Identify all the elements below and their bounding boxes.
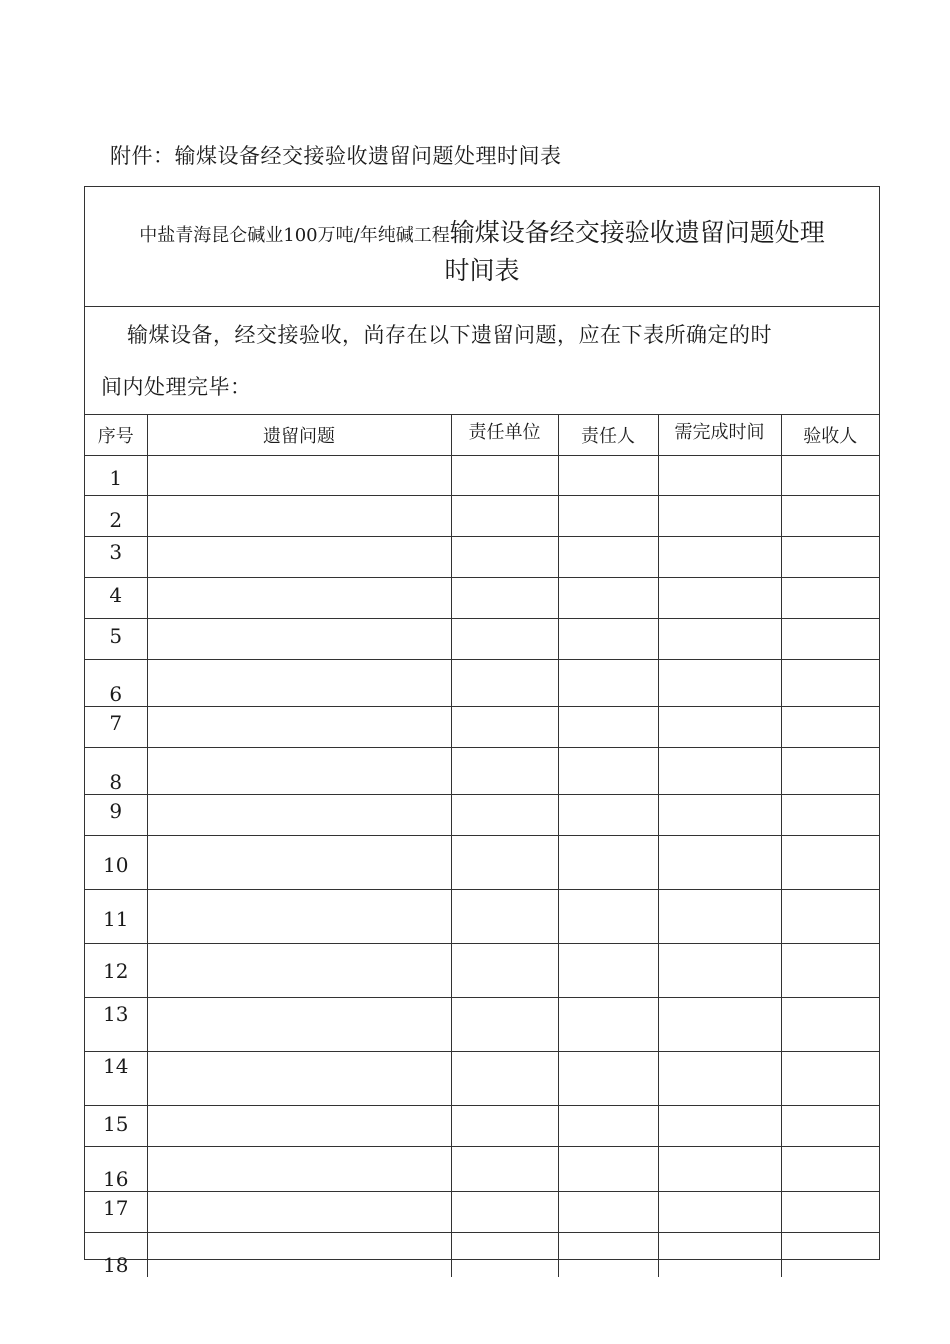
responsible-person-cell[interactable] (558, 495, 658, 536)
responsible-unit-cell[interactable] (451, 835, 558, 889)
acceptor-cell[interactable] (781, 794, 879, 835)
table-row (85, 1191, 879, 1232)
row-number (85, 1105, 147, 1146)
row-number-text: 13 (103, 1001, 129, 1026)
deadline-cell[interactable] (658, 1146, 781, 1191)
acceptor-cell[interactable] (781, 1232, 879, 1277)
responsible-person-cell[interactable] (558, 618, 658, 659)
responsible-person-cell[interactable] (558, 455, 658, 495)
responsible-unit-cell[interactable] (451, 997, 558, 1051)
acceptor-cell[interactable] (781, 455, 879, 495)
form-title-line1 (85, 213, 879, 249)
acceptor-cell[interactable] (781, 889, 879, 943)
row-number-text: 7 (109, 710, 123, 735)
responsible-person-cell[interactable] (558, 536, 658, 577)
table-row (85, 1051, 879, 1105)
responsible-unit-cell[interactable] (451, 889, 558, 943)
intro-text-line1: 输煤设备，经交接验收，尚存在以下遗留问题，应在下表所确定的时 (127, 323, 772, 347)
responsible-person-cell[interactable] (558, 889, 658, 943)
table-row (85, 455, 879, 495)
header-deadline: 需完成时间 (658, 415, 781, 455)
deadline-cell[interactable] (658, 889, 781, 943)
row-number (85, 794, 147, 835)
acceptor-cell[interactable] (781, 1051, 879, 1105)
issue-cell[interactable] (147, 577, 451, 618)
row-number (85, 1146, 147, 1191)
acceptor-cell[interactable] (781, 1191, 879, 1232)
header-acceptor: 验收人 (781, 415, 879, 455)
acceptor-cell[interactable] (781, 997, 879, 1051)
responsible-unit-cell[interactable] (451, 1191, 558, 1232)
responsible-person-cell[interactable] (558, 943, 658, 997)
responsible-unit-cell[interactable] (451, 536, 558, 577)
deadline-cell[interactable] (658, 1232, 781, 1277)
acceptor-cell[interactable] (781, 577, 879, 618)
issue-cell[interactable] (147, 659, 451, 706)
issue-cell[interactable] (147, 889, 451, 943)
table-header-row (85, 415, 879, 455)
table-row (85, 1105, 879, 1146)
issues-table (85, 415, 879, 1277)
row-number-text: 5 (109, 623, 123, 648)
row-number-text: 16 (103, 1166, 129, 1191)
responsible-unit-cell[interactable] (451, 1051, 558, 1105)
header-responsible-unit: 责任单位 (451, 415, 558, 455)
row-number-text: 1 (109, 465, 123, 490)
row-number (85, 455, 147, 495)
table-row (85, 577, 879, 618)
table-row (85, 794, 879, 835)
row-number-text: 4 (109, 582, 123, 607)
intro-text-line2: 间内处理完毕： (101, 375, 252, 399)
row-number (85, 835, 147, 889)
row-number (85, 706, 147, 747)
responsible-unit-cell[interactable] (451, 577, 558, 618)
form-title-line2: 时间表 (444, 256, 520, 285)
responsible-unit-cell[interactable] (451, 794, 558, 835)
form-title-main: 输煤设备经交接验收遗留问题处理 (449, 218, 825, 247)
responsible-person-cell[interactable] (558, 659, 658, 706)
acceptor-cell[interactable] (781, 659, 879, 706)
issue-cell[interactable] (147, 455, 451, 495)
deadline-cell[interactable] (658, 577, 781, 618)
responsible-unit-cell[interactable] (451, 618, 558, 659)
row-number (85, 577, 147, 618)
row-number (85, 618, 147, 659)
row-number (85, 747, 147, 794)
issue-cell[interactable] (147, 794, 451, 835)
deadline-cell[interactable] (658, 1191, 781, 1232)
responsible-person-cell[interactable] (558, 1105, 658, 1146)
table-row (85, 997, 879, 1051)
row-number (85, 1232, 147, 1277)
responsible-person-cell[interactable] (558, 1146, 658, 1191)
deadline-cell[interactable] (658, 618, 781, 659)
responsible-unit-cell[interactable] (451, 747, 558, 794)
acceptor-cell[interactable] (781, 495, 879, 536)
issue-cell[interactable] (147, 1191, 451, 1232)
form-title-box (85, 187, 879, 307)
issue-cell[interactable] (147, 835, 451, 889)
deadline-cell[interactable] (658, 706, 781, 747)
deadline-cell[interactable] (658, 943, 781, 997)
responsible-unit-cell[interactable] (451, 1232, 558, 1277)
table-row (85, 1146, 879, 1191)
row-number (85, 943, 147, 997)
row-number (85, 495, 147, 536)
header-responsible-person: 责任人 (558, 415, 658, 455)
row-number-text: 12 (103, 958, 129, 983)
responsible-person-cell[interactable] (558, 747, 658, 794)
issue-cell[interactable] (147, 536, 451, 577)
issue-cell[interactable] (147, 943, 451, 997)
deadline-cell[interactable] (658, 1051, 781, 1105)
deadline-cell[interactable] (658, 455, 781, 495)
row-number-text: 6 (109, 681, 123, 706)
row-number-text: 2 (109, 507, 123, 532)
handover-form (84, 186, 880, 1277)
responsible-unit-cell[interactable] (451, 495, 558, 536)
table-row (85, 835, 879, 889)
row-number-text: 10 (103, 852, 129, 877)
acceptor-cell[interactable] (781, 536, 879, 577)
responsible-person-cell[interactable] (558, 1191, 658, 1232)
table-row (85, 706, 879, 747)
table-row (85, 1232, 879, 1277)
deadline-cell[interactable] (658, 495, 781, 536)
acceptor-cell[interactable] (781, 618, 879, 659)
issue-cell[interactable] (147, 747, 451, 794)
responsible-unit-cell[interactable] (451, 455, 558, 495)
issue-cell[interactable] (147, 997, 451, 1051)
row-number (85, 997, 147, 1051)
responsible-unit-cell[interactable] (451, 1146, 558, 1191)
responsible-person-cell[interactable] (558, 997, 658, 1051)
deadline-cell[interactable] (658, 835, 781, 889)
responsible-unit-cell[interactable] (451, 706, 558, 747)
table-row (85, 943, 879, 997)
acceptor-cell[interactable] (781, 1105, 879, 1146)
responsible-person-cell[interactable] (558, 794, 658, 835)
attachment-title: 附件：输煤设备经交接验收遗留问题处理时间表 (110, 144, 562, 168)
table-row (85, 495, 879, 536)
header-serial: 序号 (85, 415, 147, 455)
deadline-cell[interactable] (658, 747, 781, 794)
row-number (85, 1051, 147, 1105)
row-number-text: 3 (109, 539, 123, 564)
row-number-text: 18 (103, 1252, 129, 1277)
deadline-cell[interactable] (658, 997, 781, 1051)
deadline-cell[interactable] (658, 794, 781, 835)
responsible-unit-cell[interactable] (451, 659, 558, 706)
row-number (85, 889, 147, 943)
row-number-text: 8 (109, 769, 123, 794)
row-number-text: 14 (103, 1053, 129, 1078)
acceptor-cell[interactable] (781, 747, 879, 794)
table-row (85, 618, 879, 659)
issue-cell[interactable] (147, 495, 451, 536)
deadline-cell[interactable] (658, 1105, 781, 1146)
issue-cell[interactable] (147, 1105, 451, 1146)
issue-cell[interactable] (147, 1051, 451, 1105)
acceptor-cell[interactable] (781, 706, 879, 747)
table-row (85, 536, 879, 577)
responsible-person-cell[interactable] (558, 577, 658, 618)
acceptor-cell[interactable] (781, 1146, 879, 1191)
table-row (85, 889, 879, 943)
issue-cell[interactable] (147, 1232, 451, 1277)
deadline-cell[interactable] (658, 659, 781, 706)
table-row (85, 747, 879, 794)
row-number-text: 15 (103, 1111, 129, 1136)
responsible-unit-cell[interactable] (451, 1105, 558, 1146)
acceptor-cell[interactable] (781, 943, 879, 997)
issue-cell[interactable] (147, 706, 451, 747)
deadline-cell[interactable] (658, 536, 781, 577)
row-number-text: 17 (103, 1195, 129, 1220)
table-row (85, 659, 879, 706)
issue-cell[interactable] (147, 618, 451, 659)
row-number (85, 536, 147, 577)
responsible-person-cell[interactable] (558, 1051, 658, 1105)
responsible-person-cell[interactable] (558, 706, 658, 747)
responsible-unit-cell[interactable] (451, 943, 558, 997)
row-number-text: 9 (109, 798, 123, 823)
issue-cell[interactable] (147, 1146, 451, 1191)
header-issue: 遗留问题 (147, 415, 451, 455)
intro-box (85, 307, 879, 415)
row-number (85, 1191, 147, 1232)
project-name: 中盐青海昆仑碱业100万吨/年纯碱工程 (139, 225, 450, 246)
responsible-person-cell[interactable] (558, 1232, 658, 1277)
row-number-text: 11 (103, 906, 129, 931)
acceptor-cell[interactable] (781, 835, 879, 889)
row-number (85, 659, 147, 706)
responsible-person-cell[interactable] (558, 835, 658, 889)
